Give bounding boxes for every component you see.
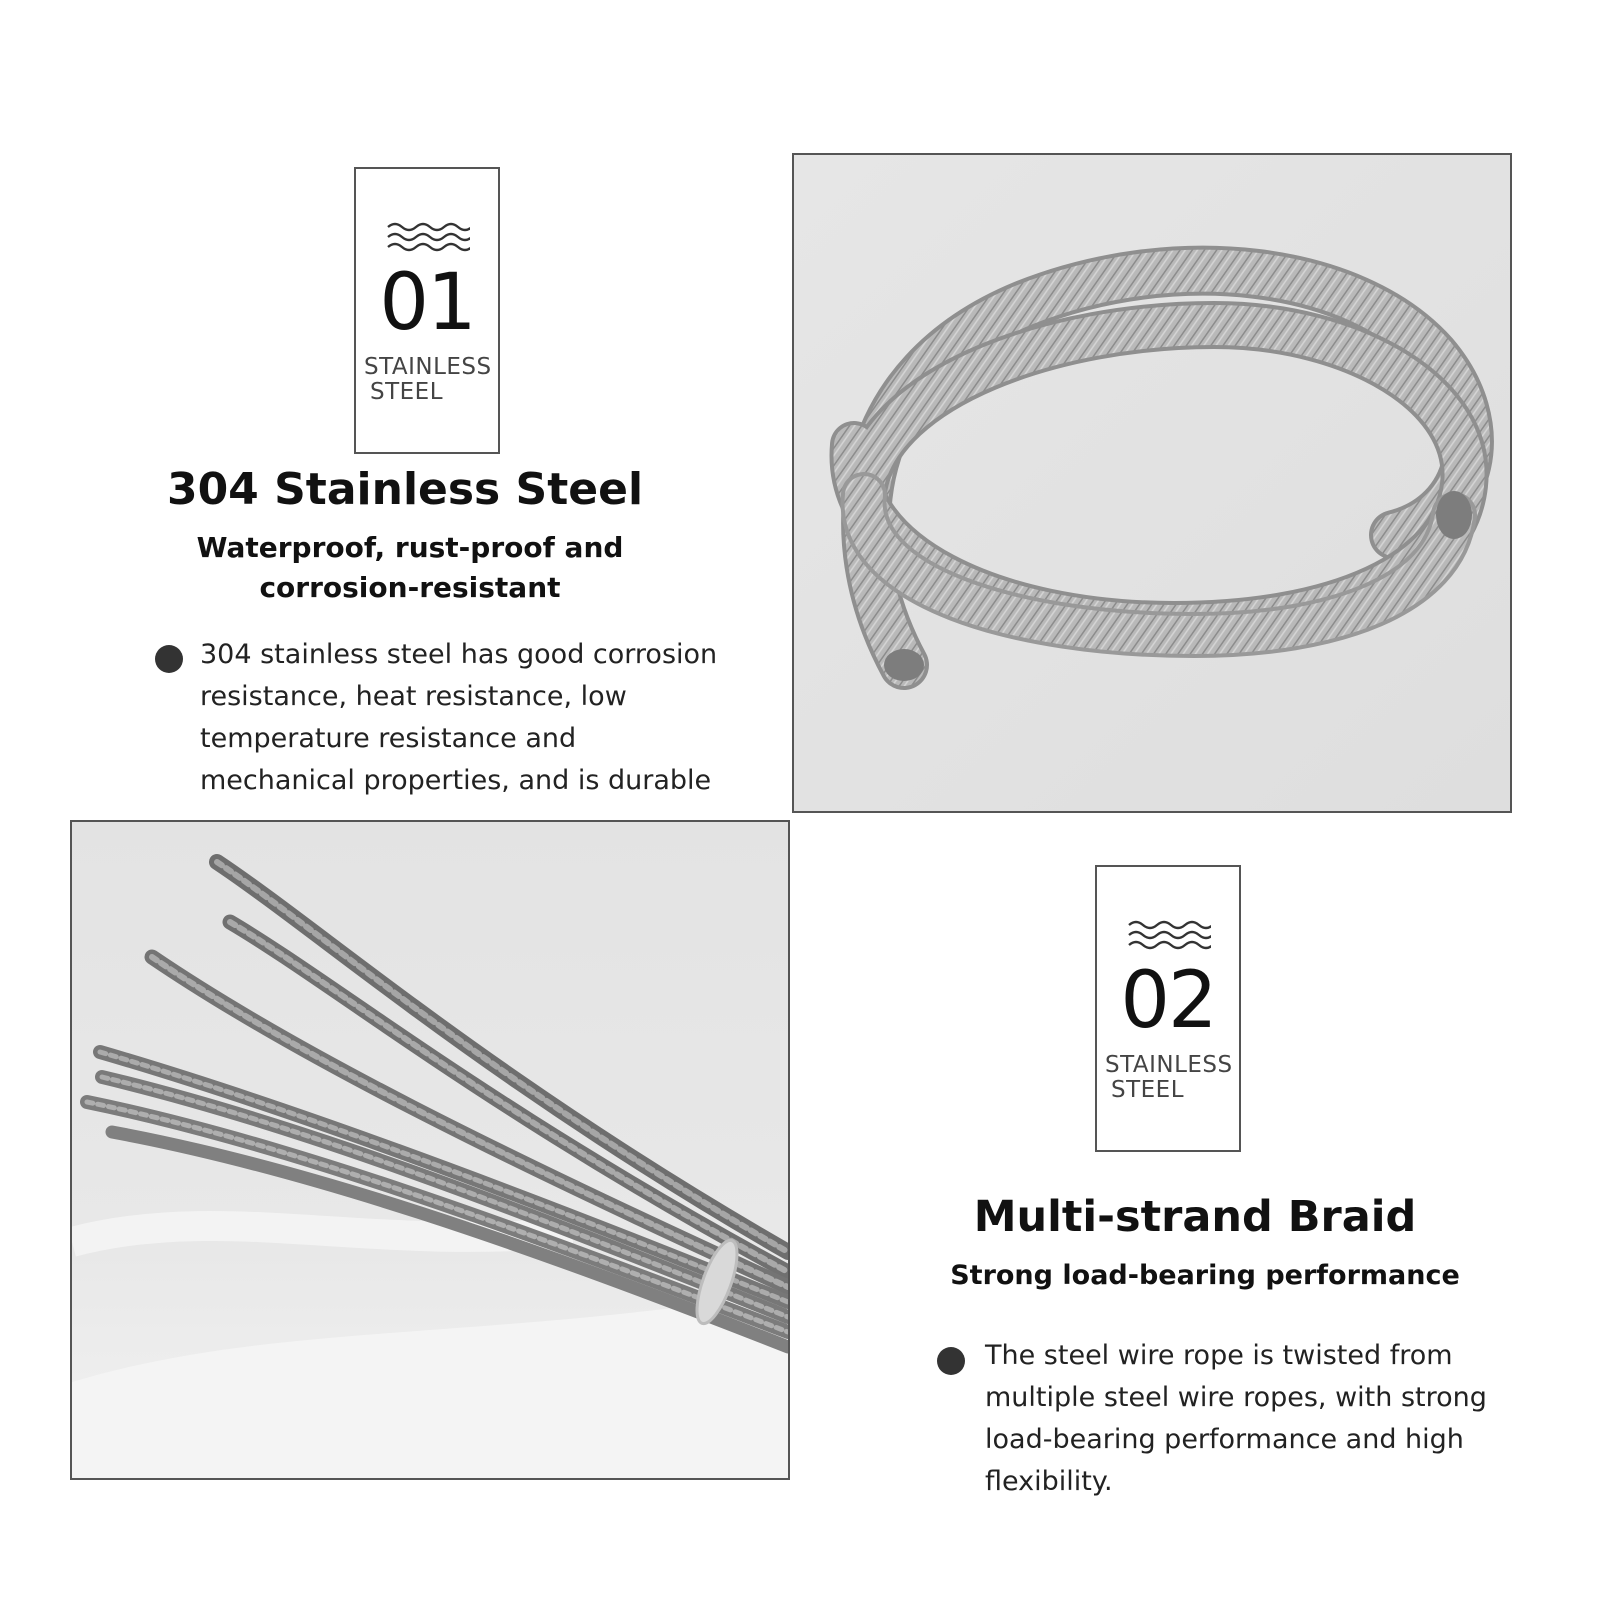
- coiled-rope-photo: [792, 153, 1512, 813]
- feature-subtitle-01: Waterproof, rust-proof and corrosion-resistant: [196, 531, 624, 604]
- feature-subtitle-02: Strong load-bearing performance: [950, 1260, 1460, 1291]
- feature-description-01: 304 stainless steel has good corrosion resistance, heat resistance, low temperature resistance and mechanical properties, and is durable: [200, 639, 718, 796]
- frayed-strands-photo: [70, 820, 790, 1480]
- badge-label: [364, 355, 504, 405]
- badge-label-line2: STEEL: [1111, 1077, 1185, 1103]
- feature-badge-01: [354, 167, 500, 454]
- feature-title-02: Multi-strand Braid: [973, 1192, 1417, 1242]
- bullet-icon: [155, 645, 183, 673]
- badge-label-line1: STAINLESS: [1105, 1052, 1233, 1078]
- feature-badge-02: [1095, 865, 1241, 1152]
- waves-icon: [386, 221, 470, 255]
- badge-number: 01: [379, 258, 475, 348]
- feature-description-02: The steel wire rope is twisted from multiple steel wire ropes, with strong load-bearing performance and high flexibility.: [985, 1340, 1487, 1497]
- coiled-rope-illustration: [794, 155, 1510, 811]
- waves-icon: [1127, 919, 1211, 953]
- bullet-icon: [937, 1347, 965, 1375]
- badge-label-line1: STAINLESS: [364, 354, 492, 380]
- feature-title-01: 304 Stainless Steel: [166, 464, 644, 515]
- badge-number: 02: [1120, 956, 1216, 1046]
- frayed-strands-illustration: [72, 822, 788, 1478]
- badge-label-line2: STEEL: [370, 379, 444, 405]
- badge-label: [1105, 1053, 1245, 1103]
